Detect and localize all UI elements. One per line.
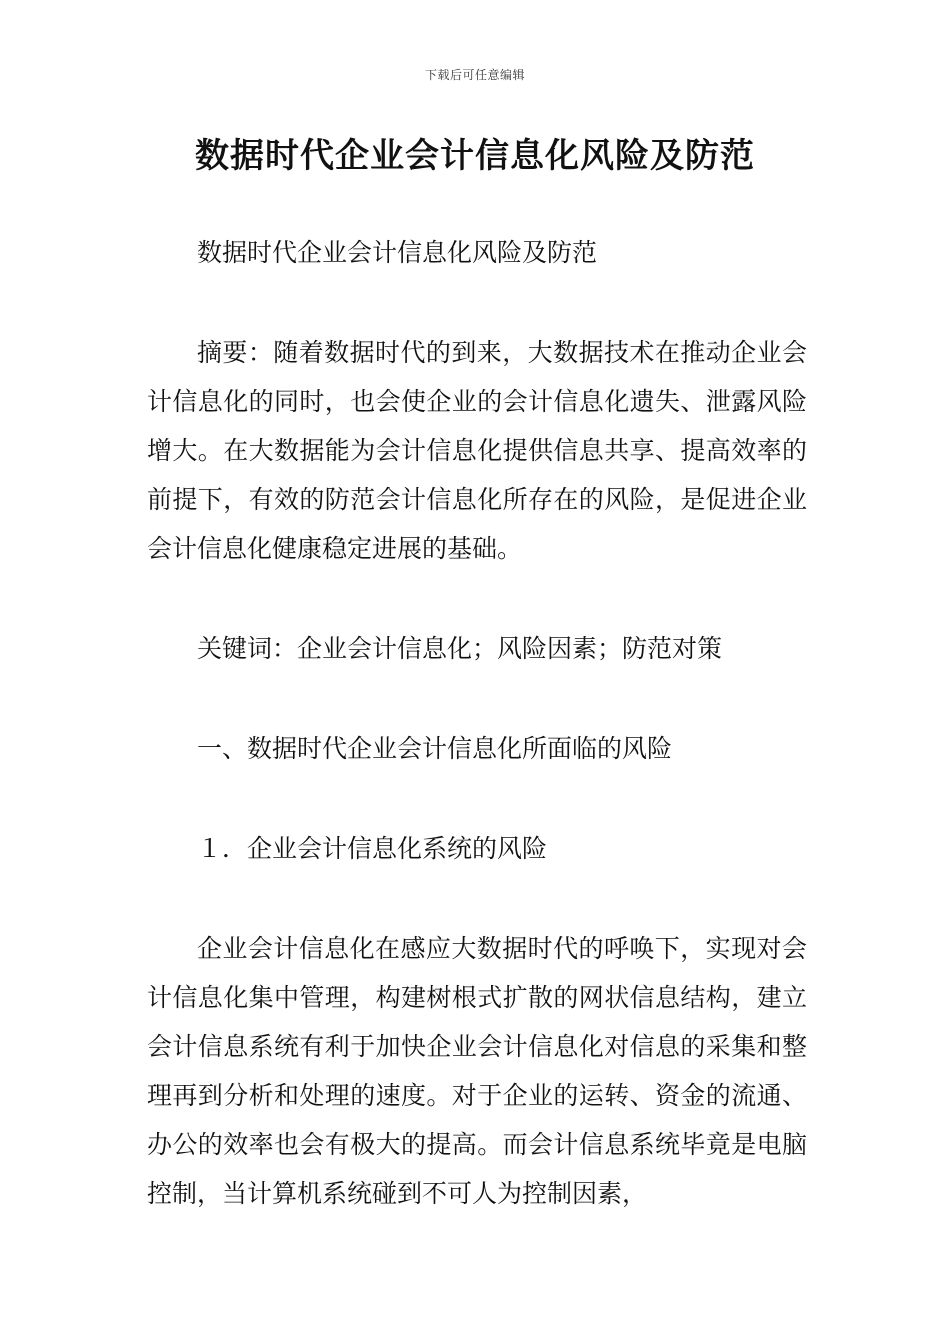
keywords-line: 关键词：企业会计信息化；风险因素；防范对策 — [197, 634, 723, 663]
section-heading-1: 一、数据时代企业会计信息化所面临的风险 — [197, 734, 673, 763]
abstract-paragraph: 摘要：随着数据时代的到来，大数据技术在推动企业会计信息化的同时，也会使企业的会计信息化遗失、泄露风险增大。在大数据能为会计信息化提供信息共享、提高效率的前提下，有效的防范会计信息化所存在的风险，是促进企业会计信息化健康稳定进展的基础。 — [147, 338, 807, 563]
header-note: 下载后可任意编辑 — [424, 68, 525, 82]
subsection-heading-1: １．企业会计信息化系统的风险 — [197, 834, 548, 863]
document-subtitle: 数据时代企业会计信息化风险及防范 — [197, 238, 598, 267]
document-title: 数据时代企业会计信息化风险及防范 — [195, 136, 755, 176]
body-paragraph-1: 企业会计信息化在感应大数据时代的呼唤下，实现对会计信息化集中管理，构建树根式扩散的网状信息结构，建立会计信息系统有利于加快企业会计信息化对信息的采集和整理再到分析和处理的速度。对于企业的运转、资金的流通、办公的效率也会有极大的提高。而会计信息系统毕竟是电脑控制，当计算机系统碰到不可人为控制因素， — [147, 934, 807, 1208]
